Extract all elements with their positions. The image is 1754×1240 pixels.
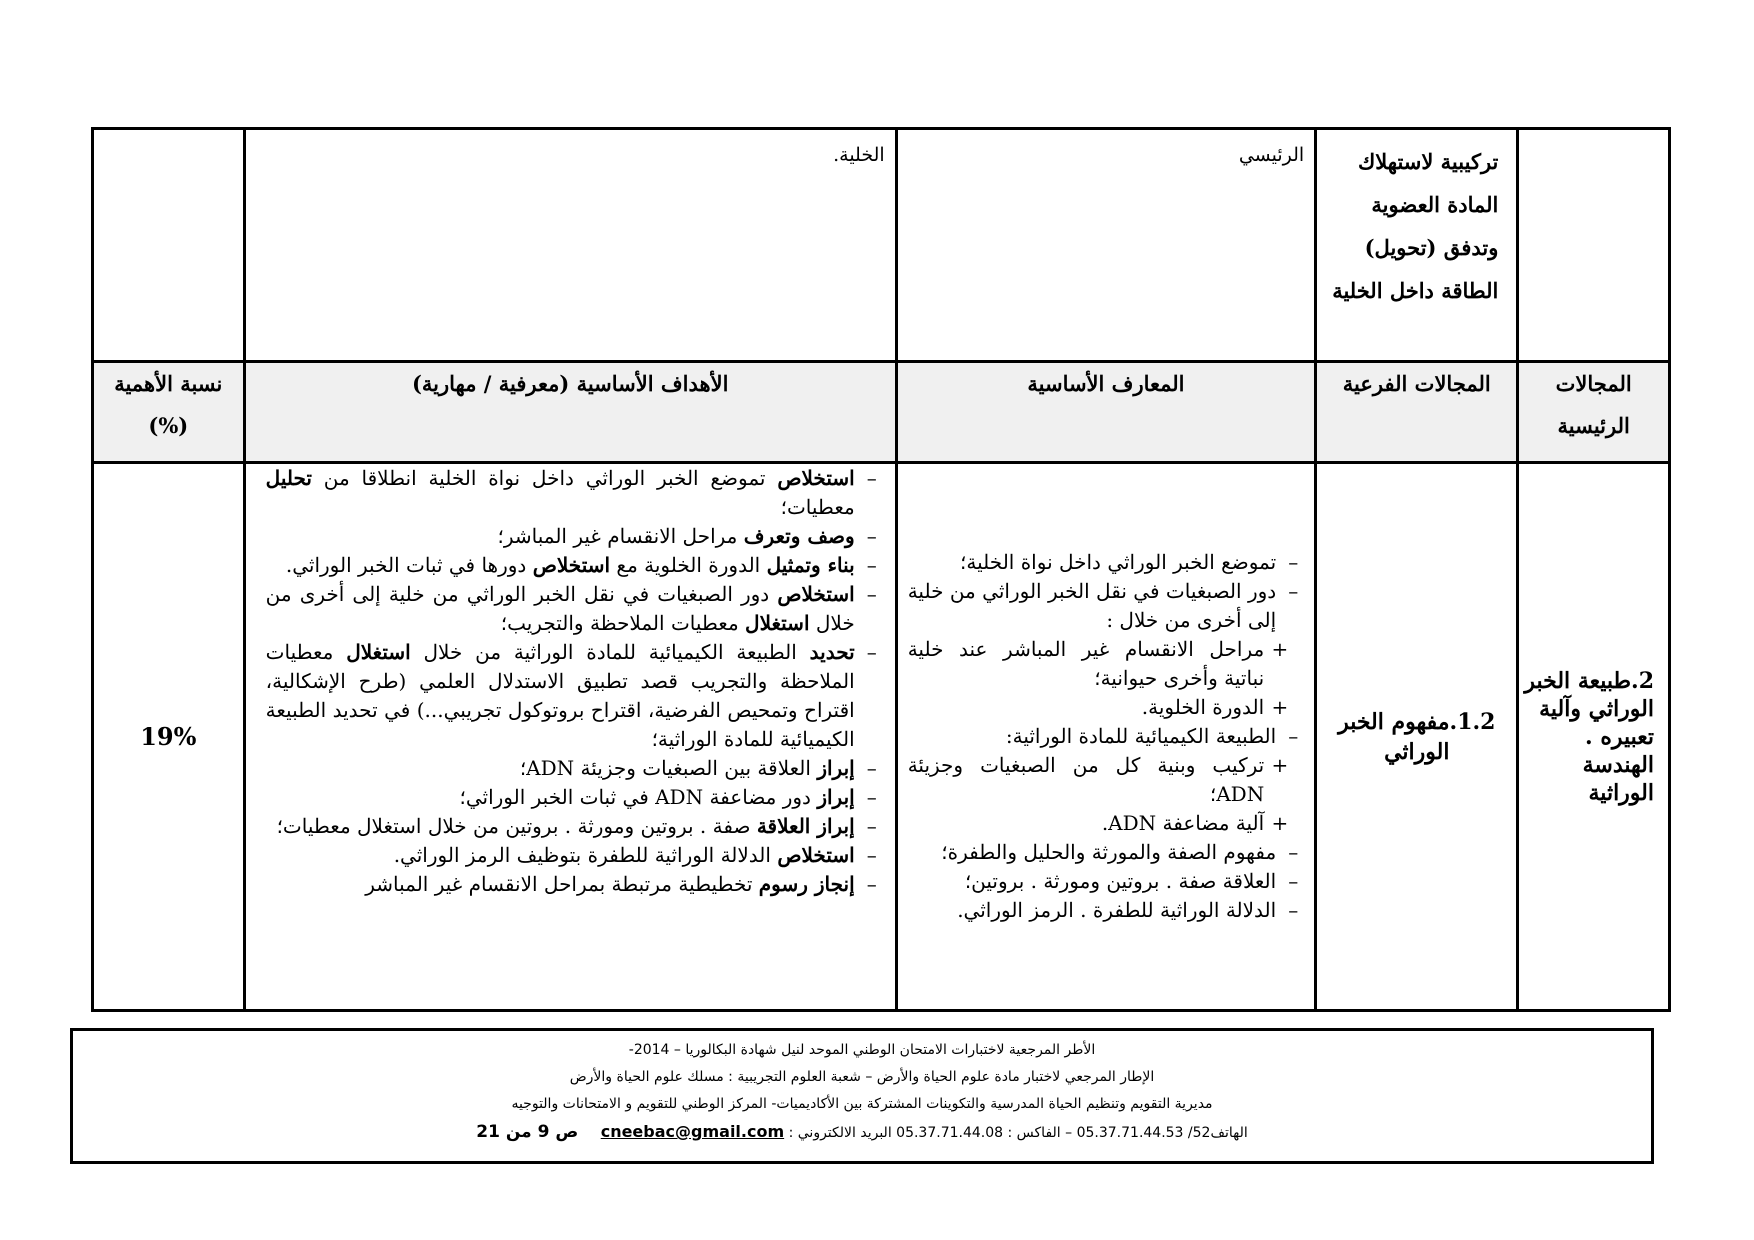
header-knowledge-label: المعارف الأساسية — [1027, 371, 1185, 396]
cell-weight — [93, 463, 245, 1011]
header-weight-unit: (%) — [148, 413, 189, 438]
header-subdomains-label: المجالات الفرعية — [1342, 371, 1491, 396]
domain-text: 2.طبيعة الخبر الوراثي وآلية تعبيره . الهندسة الوراثية — [1524, 667, 1654, 806]
cell-subdomain-continued — [1316, 129, 1518, 362]
knowledge-item: – الدلالة الوراثية للطفرة . الرمز الوراثي. — [908, 896, 1303, 925]
objective-item: – وصف وتعرف مراحل الانقسام غير المباشر؛ — [266, 522, 881, 551]
cell-knowledge — [896, 463, 1316, 1011]
objective-verb: استغلال — [346, 640, 411, 664]
table-row-continued — [93, 129, 1670, 362]
knowledge-item: + الدورة الخلوية. — [908, 693, 1303, 722]
table-header-row — [93, 362, 1670, 463]
knowledge-continued-text: الرئيسي — [1238, 144, 1305, 166]
objective-verb: استخلاص — [532, 553, 611, 577]
footer-email-link[interactable]: cneebac@gmail.com — [600, 1122, 785, 1141]
objective-item: – بناء وتمثيل الدورة الخلوية مع استخلاص دورها في ثبات الخبر الوراثي. — [266, 551, 881, 580]
objective-verb: استغلال — [745, 611, 810, 635]
header-weight — [93, 362, 245, 463]
objective-item: – إبراز دور مضاعفة ADN في ثبات الخبر الوراثي؛ — [266, 783, 881, 812]
header-domains — [1518, 362, 1670, 463]
cell-domain — [1518, 463, 1670, 1011]
subdomain-line: الطاقة داخل الخلية — [1332, 278, 1499, 303]
footer-line-2: الإطار المرجعي لاختبار مادة علوم الحياة والأرض – شعبة العلوم التجريبية : مسلك علوم الحياة والأرض — [569, 1069, 1155, 1085]
objective-item: – استخلاص تموضع الخبر الوراثي داخل نواة الخلية انطلاقا من تحليل معطيات؛ — [266, 464, 881, 522]
header-subdomains — [1316, 362, 1518, 463]
subdomain-text: 1.2.مفهوم الخبر الوراثي — [1338, 708, 1496, 765]
objective-verb: إبراز العلاقة — [756, 814, 855, 838]
knowledge-list — [898, 548, 1315, 925]
footer — [70, 1028, 1654, 1164]
footer-line-1: الأطر المرجعية لاختبارات الامتحان الوطني الموحد لنيل شهادة البكالوريا – 2014- — [628, 1042, 1096, 1058]
header-domains-label: المجالات الرئيسية — [1555, 371, 1632, 438]
objective-verb: تحديد — [809, 640, 855, 664]
objective-item: – تحديد الطبيعة الكيميائية للمادة الوراثية من خلال استغلال معطيات الملاحظة والتجريب قصد تطبيق الاستدلال العلمي (طرح الإشكالية، اقتراح وتمحيص الفرضية، اقتراح بروتوكول تجريبي...) في تحديد الطبيعة الكيميائية للمادة الوراثية؛ — [266, 638, 881, 754]
objective-verb: استخلاص — [777, 466, 855, 490]
objectives-list — [246, 464, 895, 899]
cell-knowledge-continued — [896, 129, 1316, 362]
objective-verb: تحليل — [265, 466, 312, 490]
subdomain-line: تركيبية لاستهلاك — [1357, 149, 1499, 174]
knowledge-item: – دور الصبغيات في نقل الخبر الوراثي من خلية إلى أخرى من خلال : — [908, 577, 1303, 635]
cell-weight-empty — [93, 129, 245, 362]
knowledge-item: – مفهوم الصفة والمورثة والحليل والطفرة؛ — [908, 838, 1303, 867]
header-weight-label: نسبة الأهمية — [114, 371, 223, 396]
objective-item: – إبراز العلاقة صفة . بروتين ومورثة . بروتين من خلال استغلال معطيات؛ — [266, 812, 881, 841]
knowledge-item: – الطبيعة الكيميائية للمادة الوراثية: — [908, 722, 1303, 751]
subdomain-line: وتدفق (تحويل) — [1364, 235, 1499, 260]
footer-contact-line — [73, 1118, 1651, 1147]
objective-verb: بناء وتمثيل — [766, 553, 855, 577]
header-objectives — [244, 362, 896, 463]
footer-contact: الهاتف52/ 05.37.71.44.53 – الفاكس : 05.37.71.44.08 البريد الالكتروني : — [788, 1125, 1248, 1141]
subdomain-line: المادة العضوية — [1371, 192, 1499, 217]
cell-subdomain — [1316, 463, 1518, 1011]
knowledge-item: + تركيب وبنية كل من الصبغيات وجزيئة ADN؛ — [908, 751, 1303, 809]
objective-item: – إنجاز رسوم تخطيطية مرتبطة بمراحل الانقسام غير المباشر — [266, 870, 881, 899]
weight-value: 19% — [140, 722, 197, 751]
objective-verb: إنجاز رسوم — [758, 872, 855, 896]
knowledge-item: – تموضع الخبر الوراثي داخل نواة الخلية؛ — [908, 548, 1303, 577]
reference-table — [91, 127, 1671, 1012]
header-knowledge — [896, 362, 1316, 463]
knowledge-item: + آلية مضاعفة ADN. — [908, 809, 1303, 838]
table-row — [93, 463, 1670, 1011]
objective-verb: استخلاص — [777, 843, 855, 867]
cell-domain-empty — [1518, 129, 1670, 362]
objective-item: – استخلاص دور الصبغيات في نقل الخبر الوراثي من خلية إلى أخرى من خلال استغلال معطيات الملاحظة والتجريب؛ — [266, 580, 881, 638]
objective-verb: إبراز — [817, 785, 855, 809]
objective-verb: استخلاص — [777, 582, 855, 606]
objective-verb: إبراز — [817, 756, 855, 780]
header-objectives-label: الأهداف الأساسية (معرفية / مهارية) — [411, 371, 729, 396]
objective-verb: وصف وتعرف — [743, 524, 855, 548]
knowledge-item: – العلاقة صفة . بروتين ومورثة . بروتين؛ — [908, 867, 1303, 896]
cell-objectives — [244, 463, 896, 1011]
page-number: ص 9 من 21 — [476, 1122, 579, 1142]
objectives-continued-text: الخلية. — [833, 144, 885, 166]
objective-item: – إبراز العلاقة بين الصبغيات وجزيئة ADN؛ — [266, 754, 881, 783]
objective-item: – استخلاص الدلالة الوراثية للطفرة بتوظيف الرمز الوراثي. — [266, 841, 881, 870]
footer-line-3: مديرية التقويم وتنظيم الحياة المدرسية والتكوينات المشتركة بين الأكاديميات- المركز الوطني للتقويم و الامتحانات والتوجيه — [511, 1096, 1213, 1112]
subdomain-lines — [1317, 130, 1516, 312]
cell-objectives-continued — [244, 129, 896, 362]
knowledge-item: + مراحل الانقسام غير المباشر عند خلية نباتية وأخرى حيوانية؛ — [908, 635, 1303, 693]
